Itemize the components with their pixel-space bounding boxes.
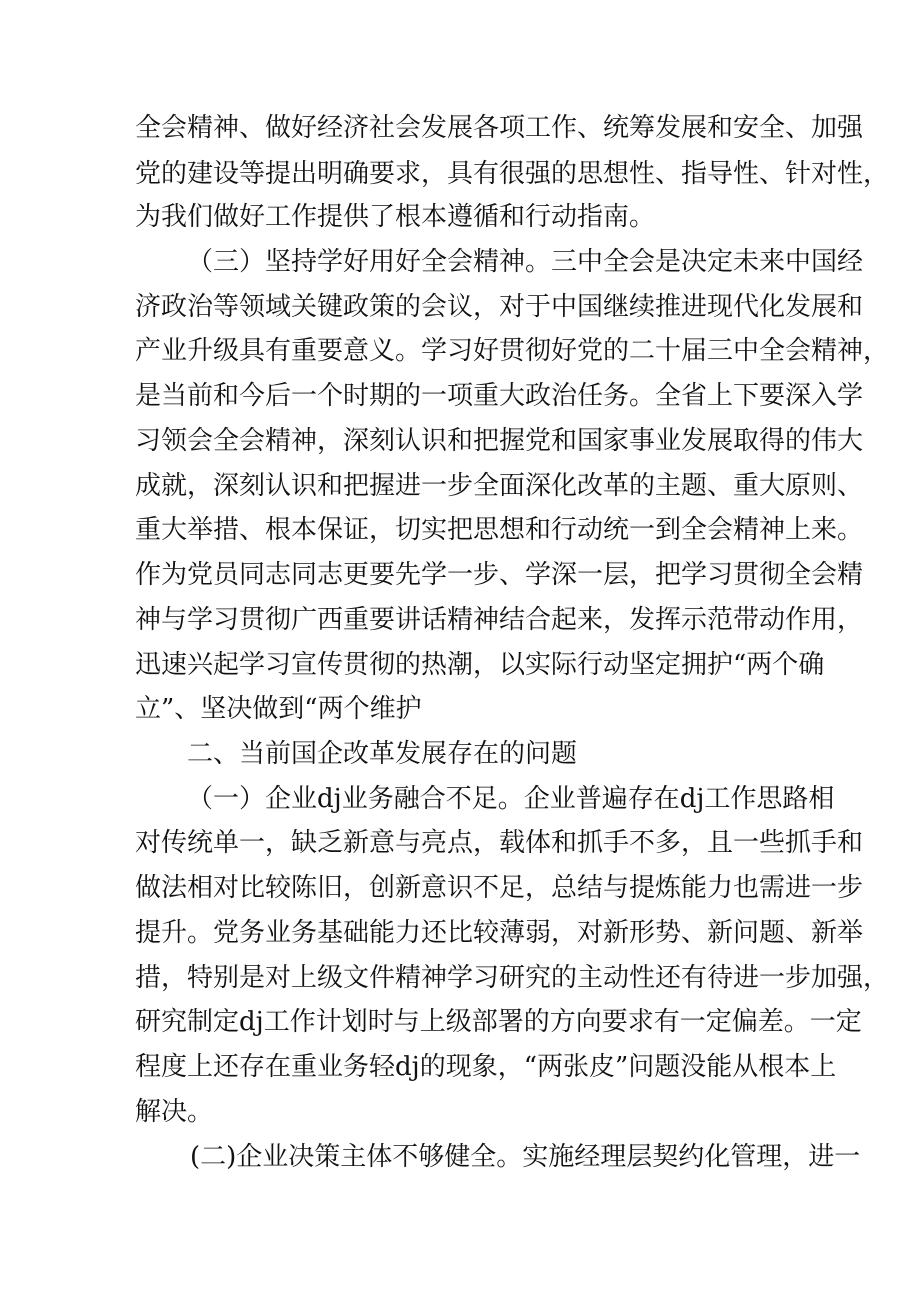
text-line: 提升。党务业务基础能力还比较薄弱，对新形势、新问题、新举 [135, 918, 864, 948]
text-line: 全会精神、做好经济社会发展各项工作、统筹发展和安全、加强 [135, 113, 864, 143]
text-line: 措，特别是对上级文件精神学习研究的主动性还有待进一步加强， [135, 963, 890, 993]
text-line: 重大举措、根本保证，切实把思想和行动统一到全会精神上来。 [135, 515, 864, 545]
paragraph-start-line: （一）企业dj业务融合不足。企业普遍存在dj工作思路相 [187, 784, 835, 814]
text-line: 迅速兴起学习宣传贯彻的热潮，以实际行动坚定拥护“两个确 [135, 650, 825, 680]
paragraph-start-line: （三）坚持学好用好全会精神。三中全会是决定未来中国经 [187, 247, 864, 277]
text-line: 作为党员同志同志更要先学一步、学深一层，把学习贯彻全会精 [135, 560, 864, 590]
text-line: 对传统单一，缺乏新意与亮点，载体和抓手不多，且一些抓手和 [135, 828, 864, 858]
text-line: 产业升级具有重要意义。学习好贯彻好党的二十届三中全会精神， [135, 336, 890, 366]
text-line: 做法相对比较陈旧，创新意识不足，总结与提炼能力也需进一步 [135, 873, 864, 903]
text-line: 成就，深刻认识和把握进一步全面深化改革的主题、重大原则、 [135, 471, 864, 501]
section-heading: 二、当前国企改革发展存在的问题 [187, 739, 578, 769]
text-line: 党的建设等提出明确要求，具有很强的思想性、指导性、针对性， [135, 159, 890, 189]
text-line: 解决。 [135, 1097, 214, 1127]
text-line: 是当前和今后一个时期的一项重大政治任务。全省上下要深入学 [135, 381, 864, 411]
text-line: 程度上还存在重业务轻dj的现象，“两张皮”问题没能从根本上 [135, 1052, 837, 1082]
text-line: 神与学习贯彻广西重要讲话精神结合起来，发挥示范带动作用， [135, 605, 864, 635]
paragraph-start-line: (二)企业决策主体不够健全。实施经理层契约化管理，进一 [190, 1142, 861, 1172]
text-line: 为我们做好工作提供了根本遵循和行动指南。 [135, 202, 656, 232]
text-line: 济政治等领域关键政策的会议，对于中国继续推进现代化发展和 [135, 292, 864, 322]
text-line: 习领会全会精神，深刻认识和把握党和国家事业发展取得的伟大 [135, 426, 864, 456]
text-line: 研究制定dj工作计划时与上级部署的方向要求有一定偏差。一定 [135, 1007, 862, 1037]
text-line: 立”、坚决做到“两个维护 [135, 694, 422, 724]
